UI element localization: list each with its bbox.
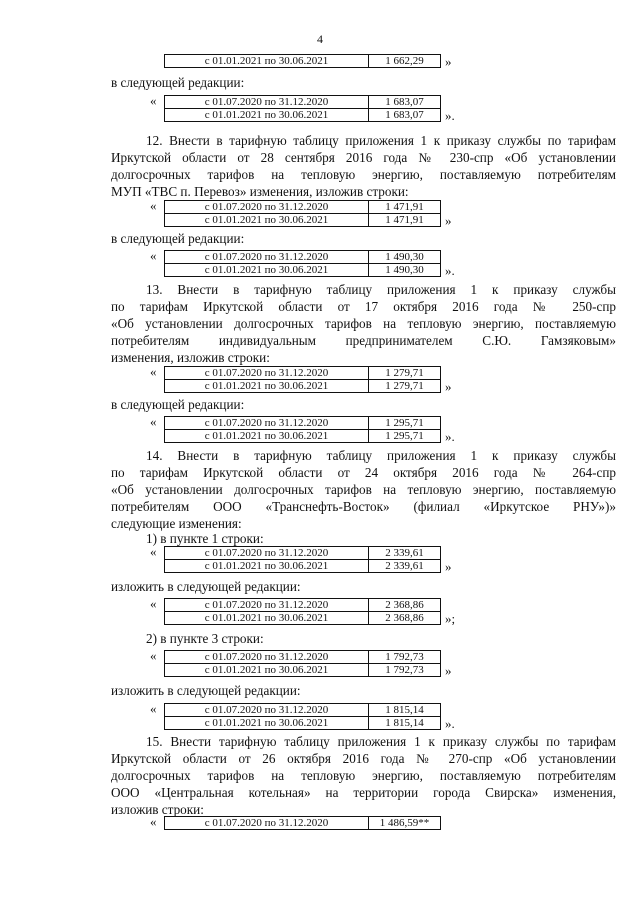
text-line: 1) в пункте 1 строки:	[146, 531, 264, 546]
paragraph	[111, 447, 616, 532]
period-cell: с 01.07.2020 по 31.12.2020	[165, 547, 369, 559]
period-cell: с 01.07.2020 по 31.12.2020	[165, 201, 369, 213]
paragraph-line: потребителям индивидуальным предпринимателем С.Ю. Гамзяковым»	[111, 333, 616, 348]
open-quote: «	[150, 596, 157, 611]
tariff-value-cell: 1 683,07	[385, 109, 424, 121]
open-quote: «	[150, 814, 157, 829]
table-row	[165, 417, 440, 429]
period-cell: с 01.01.2021 по 30.06.2021	[165, 55, 369, 67]
paragraph	[111, 733, 616, 818]
tariff-value-cell: 2 339,61	[385, 560, 424, 572]
table-row	[165, 379, 440, 392]
tariff-value-cell: 1 486,59**	[379, 817, 430, 829]
table-row	[165, 599, 440, 611]
tariff-value-cell: 1 815,14	[385, 717, 424, 729]
paragraph	[111, 132, 616, 200]
tariff-table	[164, 598, 441, 625]
paragraph-line: Иркутской области от 26 октября 2016 года № 270-спр «Об установлении	[111, 751, 616, 766]
tariff-table	[164, 416, 441, 443]
tariff-value-cell: 1 490,30	[385, 264, 424, 276]
table-row	[165, 213, 440, 226]
tariff-value-cell: 1 279,71	[385, 380, 424, 392]
tariff-value-cell: 2 368,86	[385, 599, 424, 611]
table-row	[165, 559, 440, 572]
open-quote: «	[150, 248, 157, 263]
table-row	[165, 367, 440, 379]
tariff-value-cell: 1 792,73	[385, 651, 424, 663]
paragraph-line: долгосрочных тарифов на тепловую энергию, поставляемую потребителям	[111, 768, 616, 783]
paragraph-line: ООО «Центральная котельная» на территории города Свирска» изменения,	[111, 785, 616, 800]
text-line: в следующей редакции:	[111, 75, 245, 90]
tariff-table	[164, 546, 441, 573]
paragraph-line: следующие изменения:	[111, 516, 242, 531]
page-number: 4	[317, 32, 323, 46]
text-line: изложить в следующей редакции:	[111, 579, 301, 594]
text-line: в следующей редакции:	[111, 397, 245, 412]
tariff-value-cell: 1 683,07	[385, 96, 424, 108]
period-cell: с 01.07.2020 по 31.12.2020	[165, 251, 369, 263]
paragraph-line: 12. Внести в тарифную таблицу приложения 1 к приказу службы по тарифам	[146, 133, 616, 148]
period-cell: с 01.07.2020 по 31.12.2020	[165, 651, 369, 663]
period-cell: с 01.01.2021 по 30.06.2021	[165, 109, 369, 121]
close-quote: ».	[445, 429, 455, 444]
tariff-table	[164, 816, 441, 830]
tariff-value-cell: 1 662,29	[385, 55, 424, 67]
period-cell: с 01.01.2021 по 30.06.2021	[165, 214, 369, 226]
tariff-value-cell: 1 279,71	[385, 367, 424, 379]
period-cell: с 01.07.2020 по 31.12.2020	[165, 599, 369, 611]
open-quote: «	[150, 544, 157, 559]
tariff-value-cell: 1 295,71	[385, 430, 424, 442]
period-cell: с 01.01.2021 по 30.06.2021	[165, 380, 369, 392]
open-quote: «	[150, 701, 157, 716]
open-quote: «	[150, 364, 157, 379]
period-cell: с 01.07.2020 по 31.12.2020	[165, 417, 369, 429]
close-quote: »	[445, 213, 452, 228]
paragraph-line: по тарифам Иркутской области от 24 октября 2016 года № 264-спр	[111, 465, 616, 480]
tariff-value-cell: 1 295,71	[385, 417, 424, 429]
tariff-value-cell: 1 815,14	[385, 704, 424, 716]
table-row	[165, 547, 440, 559]
text-line: в следующей редакции:	[111, 231, 245, 246]
period-cell: с 01.07.2020 по 31.12.2020	[165, 817, 369, 829]
table-row	[165, 96, 440, 108]
paragraph-line: «Об установлении долгосрочных тарифов на тепловую энергию, поставляемую	[111, 316, 616, 331]
tariff-table	[164, 650, 441, 677]
paragraph-line: 14. Внести в тарифную таблицу приложения 1 к приказу службы	[146, 448, 616, 463]
table-row	[165, 651, 440, 663]
tariff-table	[164, 200, 441, 227]
tariff-table	[164, 366, 441, 393]
period-cell: с 01.01.2021 по 30.06.2021	[165, 560, 369, 572]
table-row	[165, 55, 440, 67]
period-cell: с 01.01.2021 по 30.06.2021	[165, 430, 369, 442]
period-cell: с 01.07.2020 по 31.12.2020	[165, 704, 369, 716]
tariff-value-cell: 1 471,91	[385, 214, 424, 226]
table-row	[165, 429, 440, 442]
close-quote: ».	[445, 263, 455, 278]
open-quote: «	[150, 198, 157, 213]
paragraph-line: Иркутской области от 28 сентября 2016 года № 230-спр «Об установлении	[111, 150, 616, 165]
table-row	[165, 716, 440, 729]
text-line: 2) в пункте 3 строки:	[146, 631, 264, 646]
table-row	[165, 611, 440, 624]
paragraph-line: по тарифам Иркутской области от 17 октября 2016 года № 250-спр	[111, 299, 616, 314]
open-quote: «	[150, 648, 157, 663]
open-quote: «	[150, 93, 157, 108]
paragraph-line: долгосрочных тарифов на тепловую энергию, поставляемую потребителям	[111, 167, 616, 182]
tariff-value-cell: 2 339,61	[385, 547, 424, 559]
table-row	[165, 263, 440, 276]
close-quote: »;	[445, 611, 456, 626]
text-line: изложить в следующей редакции:	[111, 683, 301, 698]
paragraph-line: МУП «ТВС п. Перевоз» изменения, изложив строки:	[111, 184, 409, 199]
table-row	[165, 704, 440, 716]
paragraph-line: «Об установлении долгосрочных тарифов на тепловую энергию, поставляемую	[111, 482, 616, 497]
tariff-table	[164, 703, 441, 730]
table-row	[165, 201, 440, 213]
close-quote: ».	[445, 108, 455, 123]
paragraph-line: изложив строки:	[111, 802, 204, 817]
close-quote: »	[445, 54, 452, 69]
open-quote: «	[150, 414, 157, 429]
close-quote: »	[445, 663, 452, 678]
period-cell: с 01.07.2020 по 31.12.2020	[165, 96, 369, 108]
close-quote: ».	[445, 716, 455, 731]
tariff-table	[164, 250, 441, 277]
period-cell: с 01.01.2021 по 30.06.2021	[165, 717, 369, 729]
tariff-table	[164, 95, 441, 122]
paragraph	[111, 281, 616, 366]
tariff-value-cell: 1 792,73	[385, 664, 424, 676]
paragraph-line: изменения, изложив строки:	[111, 350, 270, 365]
paragraph-line: 13. Внести в тарифную таблицу приложения 1 к приказу службы	[146, 282, 616, 297]
period-cell: с 01.01.2021 по 30.06.2021	[165, 264, 369, 276]
period-cell: с 01.07.2020 по 31.12.2020	[165, 367, 369, 379]
close-quote: »	[445, 559, 452, 574]
paragraph-line: потребителям ООО «Транснефть-Восток» (филиал «Иркутское РНУ»)»	[111, 499, 616, 514]
table-row	[165, 663, 440, 676]
period-cell: с 01.01.2021 по 30.06.2021	[165, 612, 369, 624]
table-row	[165, 108, 440, 121]
close-quote: »	[445, 379, 452, 394]
tariff-value-cell: 2 368,86	[385, 612, 424, 624]
tariff-table	[164, 54, 441, 68]
table-row	[165, 817, 440, 829]
table-row	[165, 251, 440, 263]
paragraph-line: 15. Внести тарифную таблицу приложения 1 к приказу службы по тарифам	[146, 734, 616, 749]
period-cell: с 01.01.2021 по 30.06.2021	[165, 664, 369, 676]
tariff-value-cell: 1 490,30	[385, 251, 424, 263]
tariff-value-cell: 1 471,91	[385, 201, 424, 213]
